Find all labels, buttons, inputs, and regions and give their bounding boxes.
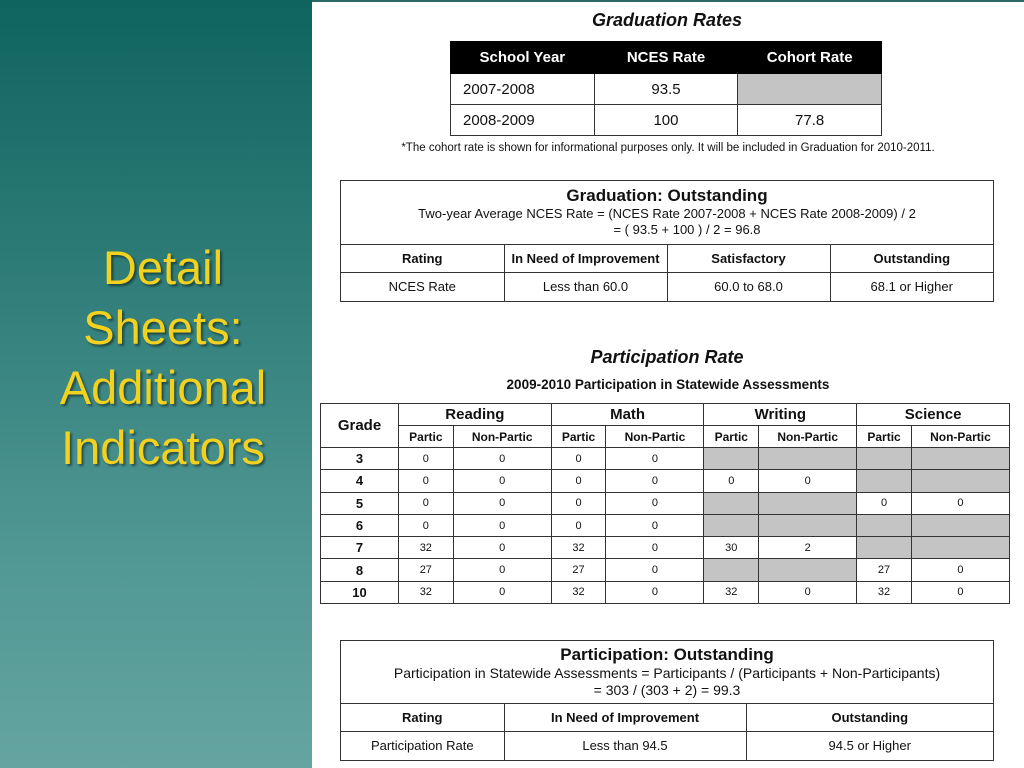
sub-header: Non-Partic [453, 426, 551, 448]
col-header: Cohort Rate [738, 42, 882, 74]
table-cell: 100 [594, 105, 738, 136]
slide-title [0, 238, 326, 478]
table-cell: 32 [551, 581, 606, 603]
col-header: School Year [451, 42, 595, 74]
table-cell: 0 [606, 537, 704, 559]
table-cell: 0 [399, 470, 454, 492]
sub-header: Partic [857, 426, 912, 448]
grade-cell: 10 [321, 581, 399, 603]
table-cell: 60.0 to 68.0 [667, 273, 830, 301]
table-cell: 0 [551, 470, 606, 492]
title-line: Sheets: [83, 301, 243, 354]
table-cell: 94.5 or Higher [746, 732, 993, 760]
grade-cell: 7 [321, 537, 399, 559]
table-cell: 0 [759, 470, 857, 492]
col-header: Outstanding [746, 704, 993, 732]
table-cell-empty [738, 74, 882, 105]
table-cell: 2007-2008 [451, 74, 595, 105]
sub-header: Partic [399, 426, 454, 448]
table-cell-empty [704, 448, 759, 470]
table-cell: 0 [704, 470, 759, 492]
table-cell: 0 [453, 514, 551, 536]
table-row [451, 105, 882, 136]
table-cell: 0 [606, 559, 704, 581]
table-cell: 30 [704, 537, 759, 559]
col-header: Satisfactory [667, 245, 830, 273]
table-cell: 93.5 [594, 74, 738, 105]
graduation-rating-table [341, 244, 993, 301]
table-cell: Less than 94.5 [504, 732, 746, 760]
table-cell: 0 [606, 470, 704, 492]
table-cell: 0 [857, 492, 912, 514]
subject-header: Reading [399, 404, 552, 426]
col-header: In Need of Improvement [504, 245, 667, 273]
cohort-footnote: *The cohort rate is shown for informational purposes only. It will be included in Graduation for 2010-2011. [401, 142, 935, 154]
table-cell: 0 [551, 448, 606, 470]
table-cell: 32 [704, 581, 759, 603]
table-cell: 32 [399, 581, 454, 603]
table-row [321, 537, 1010, 559]
table-row [321, 559, 1010, 581]
table-cell: 32 [399, 537, 454, 559]
graduation-outstanding-box [340, 180, 994, 302]
participation-outstanding-box [340, 640, 994, 761]
table-cell: 2008-2009 [451, 105, 595, 136]
table-cell: 2 [759, 537, 857, 559]
sub-header: Non-Partic [911, 426, 1009, 448]
grade-cell: 4 [321, 470, 399, 492]
table-cell: 0 [911, 559, 1009, 581]
table-row [321, 492, 1010, 514]
subject-header: Science [857, 404, 1010, 426]
table-cell-empty [857, 448, 912, 470]
grade-cell: 6 [321, 514, 399, 536]
table-cell-empty [704, 492, 759, 514]
table-cell-empty [759, 492, 857, 514]
title-line: Indicators [61, 421, 265, 474]
graduation-rates-title: Graduation Rates [591, 10, 743, 30]
table-cell: 27 [857, 559, 912, 581]
table-row [451, 74, 882, 105]
participation-outstanding-header [341, 641, 993, 703]
table-cell-empty [704, 514, 759, 536]
table-cell: 0 [606, 448, 704, 470]
table-cell: Participation Rate [341, 732, 504, 760]
table-cell: 0 [453, 559, 551, 581]
col-header: Outstanding [830, 245, 993, 273]
table-cell: 0 [453, 537, 551, 559]
table-cell: 0 [551, 514, 606, 536]
table-row [341, 732, 993, 760]
table-cell: 0 [606, 514, 704, 536]
subject-header: Writing [704, 404, 857, 426]
table-cell: 0 [399, 448, 454, 470]
table-cell-empty [759, 559, 857, 581]
table-row [321, 448, 1010, 470]
grade-cell: 3 [321, 448, 399, 470]
participation-table [320, 403, 1010, 604]
table-cell: 0 [453, 581, 551, 603]
table-cell: 32 [551, 537, 606, 559]
table-cell-empty [911, 514, 1009, 536]
table-cell-empty [911, 470, 1009, 492]
table-cell: 77.8 [738, 105, 882, 136]
table-cell: Less than 60.0 [504, 273, 667, 301]
col-header: NCES Rate [594, 42, 738, 74]
table-cell: 0 [911, 581, 1009, 603]
detail-sheet [312, 0, 1024, 768]
sub-header: Partic [704, 426, 759, 448]
table-cell-empty [759, 448, 857, 470]
table-cell: 27 [399, 559, 454, 581]
participation-rate-title: Participation Rate [590, 347, 744, 367]
table-cell: 0 [551, 492, 606, 514]
table-cell: 0 [606, 492, 704, 514]
table-cell: 68.1 or Higher [830, 273, 993, 301]
participation-subtitle: 2009-2010 Participation in Statewide Assessments [506, 377, 830, 392]
table-cell: 0 [399, 492, 454, 514]
title-line: Detail [102, 241, 224, 294]
sub-header: Non-Partic [606, 426, 704, 448]
participation-rating-table [341, 703, 993, 760]
grade-cell: 8 [321, 559, 399, 581]
participation-outstanding-title: Participation: Outstanding [560, 645, 774, 664]
table-row [321, 581, 1010, 603]
sub-header: Partic [551, 426, 606, 448]
graduation-outstanding-header [341, 181, 993, 244]
table-cell-empty [759, 514, 857, 536]
col-header: Rating [341, 704, 504, 732]
table-cell-empty [704, 559, 759, 581]
table-cell: 0 [453, 448, 551, 470]
graduation-rates-table [450, 41, 882, 136]
table-cell: 0 [399, 514, 454, 536]
table-row [321, 470, 1010, 492]
sub-header: Non-Partic [759, 426, 857, 448]
grade-cell: 5 [321, 492, 399, 514]
formula-result: = ( 93.5 + 100 ) / 2 = 96.8 [613, 222, 761, 237]
table-cell: 0 [759, 581, 857, 603]
formula-result: = 303 / (303 + 2) = 99.3 [593, 682, 741, 698]
formula-line: Two-year Average NCES Rate = (NCES Rate 2007-2008 + NCES Rate 2008-2009) / 2 [418, 206, 916, 221]
table-cell-empty [911, 537, 1009, 559]
formula-line: Participation in Statewide Assessments = Participants / (Participants + Non-Participants) [393, 665, 941, 681]
table-cell: 0 [606, 581, 704, 603]
top-divider [312, 0, 1024, 2]
table-row [321, 514, 1010, 536]
grade-header: Grade [321, 404, 399, 448]
table-cell-empty [857, 514, 912, 536]
table-cell: 32 [857, 581, 912, 603]
table-cell-empty [911, 448, 1009, 470]
graduation-outstanding-title: Graduation: Outstanding [566, 186, 768, 205]
col-header: Rating [341, 245, 504, 273]
table-cell: 0 [453, 492, 551, 514]
table-cell: NCES Rate [341, 273, 504, 301]
table-cell: 0 [453, 470, 551, 492]
table-cell-empty [857, 470, 912, 492]
table-row [341, 273, 993, 301]
table-cell: 27 [551, 559, 606, 581]
col-header: In Need of Improvement [504, 704, 746, 732]
title-line: Additional [59, 361, 267, 414]
subject-header: Math [551, 404, 704, 426]
table-cell-empty [857, 537, 912, 559]
table-cell: 0 [911, 492, 1009, 514]
